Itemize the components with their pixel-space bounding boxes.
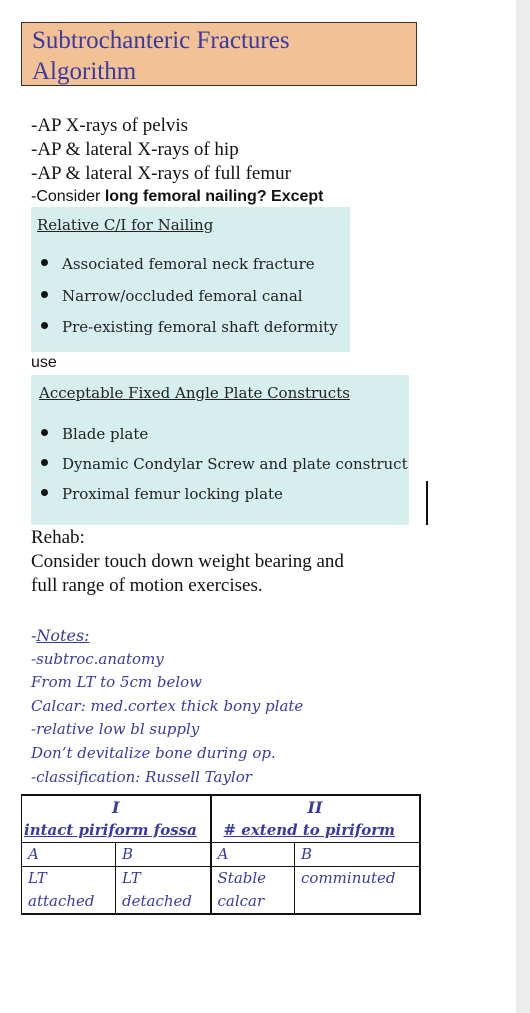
step-item: -AP X-rays of pelvis: [31, 115, 189, 136]
detail-line: LT: [122, 869, 141, 887]
title-box: [21, 22, 417, 86]
detail-line: detached: [122, 892, 192, 910]
note-line: -classification: Russell Taylor: [31, 767, 252, 786]
note-line: -subtroc.anatomy: [31, 649, 164, 668]
right-edge-strip: [516, 0, 530, 1013]
table-row: [22, 843, 420, 867]
subtype-cell: A: [211, 843, 295, 867]
type-2-header: [211, 795, 420, 843]
list-item: [37, 318, 338, 336]
notes-section: [31, 624, 431, 789]
title-line-1: Subtrochanteric Fractures: [32, 27, 290, 54]
bullet-icon: [41, 489, 48, 496]
step-item: -AP & lateral X-rays of full femur: [31, 163, 291, 184]
rehab-line: Consider touch down weight bearing and: [31, 551, 344, 572]
detail-cell: [116, 867, 211, 915]
detail-line: calcar: [217, 892, 265, 910]
note-line: Don’t devitalize bone during op.: [31, 743, 276, 762]
bullet-icon: [41, 322, 48, 329]
rehab-line: full range of motion exercises.: [31, 575, 263, 596]
consider-line: [31, 186, 451, 208]
detail-line: attached: [28, 892, 95, 910]
bullet-icon: [41, 459, 48, 466]
list-item-text: Narrow/occluded femoral canal: [62, 287, 303, 305]
type-1-header: [22, 795, 211, 843]
list-item-text: Proximal femur locking plate: [62, 485, 283, 503]
subtype-cell: B: [116, 843, 211, 867]
type-2-desc: # extend to piriform: [223, 821, 396, 839]
subtype-cell: A: [22, 843, 116, 867]
bullet-icon: [41, 429, 48, 436]
type-2-numeral: II: [307, 798, 323, 817]
table-row: [22, 867, 420, 915]
detail-cell: [211, 867, 295, 915]
notes-dash: -: [31, 626, 37, 645]
list-item-text: Dynamic Condylar Screw and plate construct: [62, 455, 408, 473]
step-item: -AP & lateral X-rays of hip: [31, 139, 239, 160]
relative-ci-box: [31, 207, 350, 352]
relative-ci-title: Relative C/I for Nailing: [37, 216, 214, 234]
consider-prefix: -Consider: [31, 188, 105, 205]
notes-heading-text: Notes:: [36, 626, 90, 645]
note-line: Calcar: med.cortex thick bony plate: [31, 696, 304, 715]
text-cursor: [426, 481, 428, 525]
workup-steps: [31, 114, 451, 208]
list-item-text: Associated femoral neck fracture: [62, 255, 315, 273]
bullet-icon: [41, 259, 48, 266]
list-item-text: Pre-existing femoral shaft deformity: [62, 318, 338, 336]
notes-heading: [31, 624, 431, 648]
detail-cell: [295, 867, 420, 915]
list-item: [37, 485, 283, 503]
detail-line: comminuted: [301, 869, 396, 887]
list-item: [37, 287, 303, 305]
plate-constructs-box: [31, 375, 409, 525]
list-item: [37, 255, 315, 273]
use-label: use: [31, 354, 57, 371]
type-1-desc: intact piriform fossa: [24, 821, 197, 839]
rehab-section: [31, 526, 344, 598]
note-line: From LT to 5cm below: [31, 673, 203, 692]
classification-table: [21, 794, 421, 915]
bullet-icon: [41, 291, 48, 298]
note-line: -relative low bl supply: [31, 720, 200, 739]
detail-line: Stable: [217, 869, 267, 887]
plate-constructs-title: Acceptable Fixed Angle Plate Constructs: [39, 384, 350, 402]
subtype-cell: B: [295, 843, 420, 867]
type-1-numeral: I: [112, 798, 120, 817]
list-item: [37, 425, 148, 443]
list-item: [37, 455, 408, 473]
rehab-heading: Rehab:: [31, 527, 85, 548]
detail-cell: [22, 867, 116, 915]
detail-line: LT: [28, 869, 47, 887]
list-item-text: Blade plate: [62, 425, 149, 443]
title-line-2: Algorithm: [32, 58, 137, 85]
consider-bold: long femoral nailing? Except: [104, 188, 324, 205]
table-row: [22, 795, 420, 843]
